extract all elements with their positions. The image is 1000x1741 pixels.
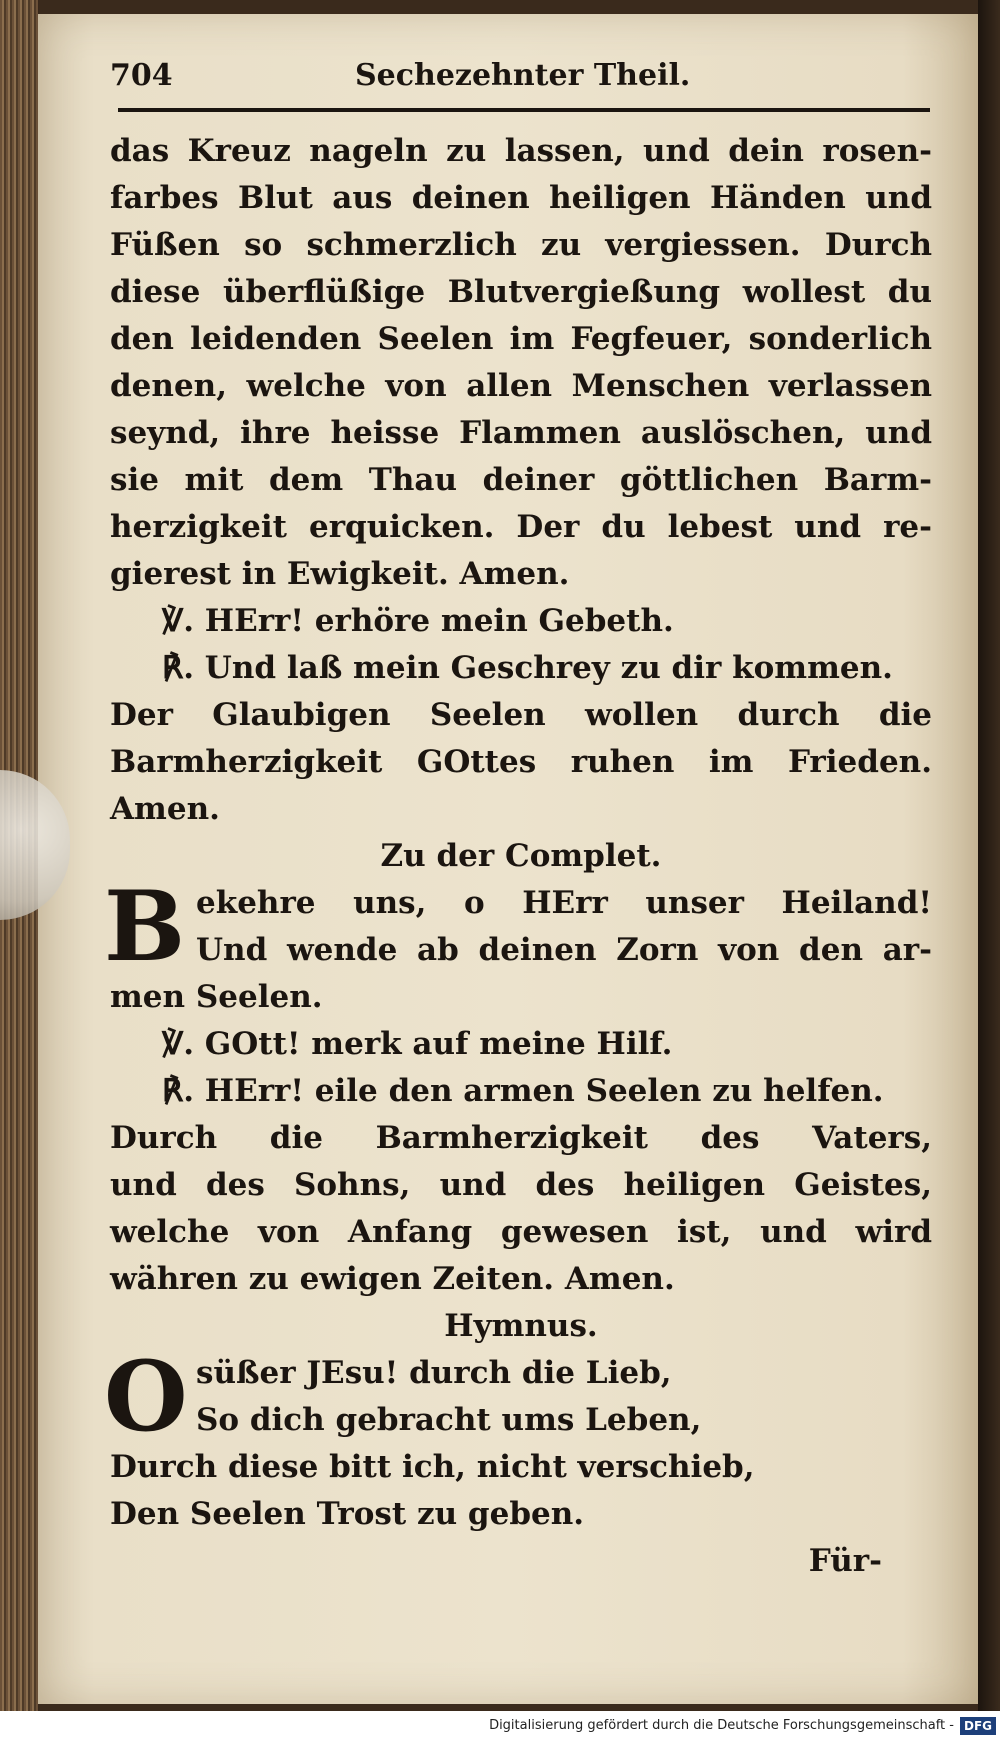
body-line: seynd, ihre heisse Flammen auslöschen, und (110, 415, 932, 451)
drop-cap: O (104, 1340, 188, 1453)
header-rule (118, 108, 930, 112)
response: ℟. Und laß mein Geschrey zu dir kommen. (162, 650, 893, 686)
body-line: farbes Blut aus deinen heiligen Händen und (110, 180, 932, 216)
prayer-line: Durch die Barmherzigkeit des Vaters, (110, 1120, 932, 1156)
hymn-line: So dich gebracht ums Leben, (196, 1402, 702, 1438)
closing-line: Der Glaubigen Seelen wollen durch die (110, 697, 932, 733)
dfg-logo: DFG (960, 1717, 996, 1735)
section-heading-complet: Zu der Complet. (380, 838, 662, 874)
complet-line: men Seelen. (110, 979, 323, 1015)
body-line: den leidenden Seelen im Fegfeuer, sonderlich (110, 321, 932, 357)
body-line: sie mit dem Thau deiner göttlichen Barm- (110, 462, 932, 498)
drop-cap: B (104, 870, 186, 983)
body-line: diese überflüßige Blutvergießung wollest du (110, 274, 932, 310)
body-line: denen, welche von allen Menschen verlassen (110, 368, 932, 404)
response: ℟. HErr! eile den armen Seelen zu helfen. (162, 1073, 884, 1109)
hymn-line: süßer JEsu! durch die Lieb, (196, 1355, 672, 1391)
digitization-footer (0, 1711, 1000, 1741)
hymn-line: Durch diese bitt ich, nicht verschieb, (110, 1449, 755, 1485)
prayer-line: währen zu ewigen Zeiten. Amen. (110, 1261, 675, 1297)
footer-credit: Digitalisierung gefördert durch die Deutsche Forschungsgemeinschaft - (489, 1718, 954, 1733)
catchword: Für- (808, 1543, 882, 1579)
closing-line: Barmherzigkeit GOttes ruhen im Frieden. (110, 744, 932, 780)
book-edge-right (978, 0, 1000, 1741)
complet-opening (104, 870, 932, 983)
section-heading-hymnus: Hymnus. (444, 1308, 598, 1344)
prayer-line: und des Sohns, und des heiligen Geistes, (110, 1167, 932, 1203)
page-text (104, 128, 932, 1585)
running-head: Sechezehnter Theil. (355, 58, 691, 93)
body-line: herzigkeit erquicken. Der du lebest und re- (110, 509, 932, 545)
complet-line: Und wende ab deinen Zorn von den ar- (196, 932, 932, 968)
page-header (110, 58, 932, 98)
versicle: ℣. HErr! erhöre mein Gebeth. (162, 603, 674, 639)
hymn-line: Den Seelen Trost zu geben. (110, 1496, 585, 1532)
body-line: das Kreuz nageln zu lassen, und dein rosen- (110, 133, 932, 169)
body-line: Füßen so schmerzlich zu vergiessen. Durch (110, 227, 932, 263)
hymnus-opening (104, 1340, 932, 1453)
versicle: ℣. GOtt! merk auf meine Hilf. (162, 1026, 673, 1062)
page-number: 704 (110, 58, 173, 93)
closing-line: Amen. (110, 791, 220, 827)
complet-line: ekehre uns, o HErr unser Heiland! (196, 885, 932, 921)
prayer-line: welche von Anfang gewesen ist, und wird (110, 1214, 932, 1250)
body-line: gierest in Ewigkeit. Amen. (110, 556, 570, 592)
